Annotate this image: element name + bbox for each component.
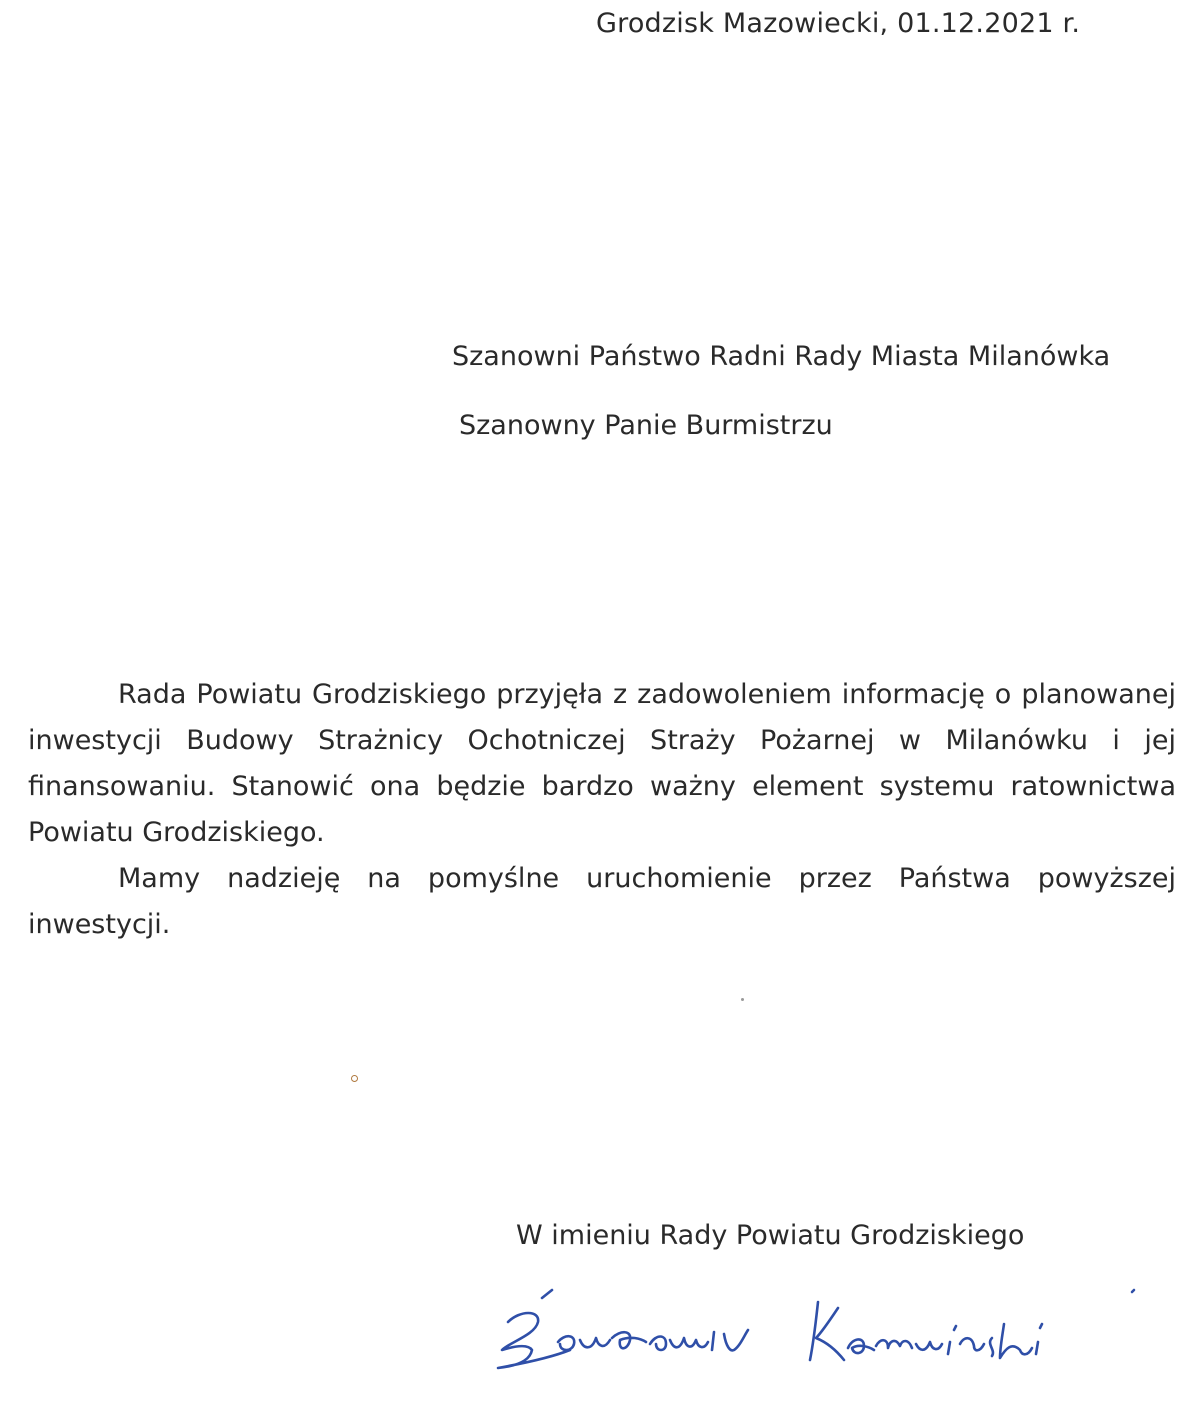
closing-line: W imieniu Rady Powiatu Grodziskiego bbox=[516, 1220, 1025, 1251]
scan-speck bbox=[351, 1075, 358, 1082]
scan-speck bbox=[741, 998, 744, 1001]
place-and-date: Grodzisk Mazowiecki, 01.12.2021 r. bbox=[596, 8, 1081, 39]
body-paragraph-2: Mamy nadzieję na pomyślne uruchomienie przez Państwa powyższej inwestycji. bbox=[28, 863, 1176, 940]
body-paragraph-1: Rada Powiatu Grodziskiego przyjęła z zadowoleniem informację o planowanej inwestycji Budowy Strażnicy Ochotniczej Straży Pożarnej w Milanówku i jej finansowaniu. Stanowić ona będzie bardzo ważny element systemu ratownictwa Powiatu Grodziskiego. bbox=[28, 679, 1176, 848]
salutation-mayor: Szanowny Panie Burmistrzu bbox=[459, 410, 833, 441]
letter-body bbox=[28, 672, 1176, 948]
handwritten-signature bbox=[480, 1280, 1160, 1390]
salutation-council: Szanowni Państwo Radni Rady Miasta Milanówka bbox=[452, 341, 1111, 372]
